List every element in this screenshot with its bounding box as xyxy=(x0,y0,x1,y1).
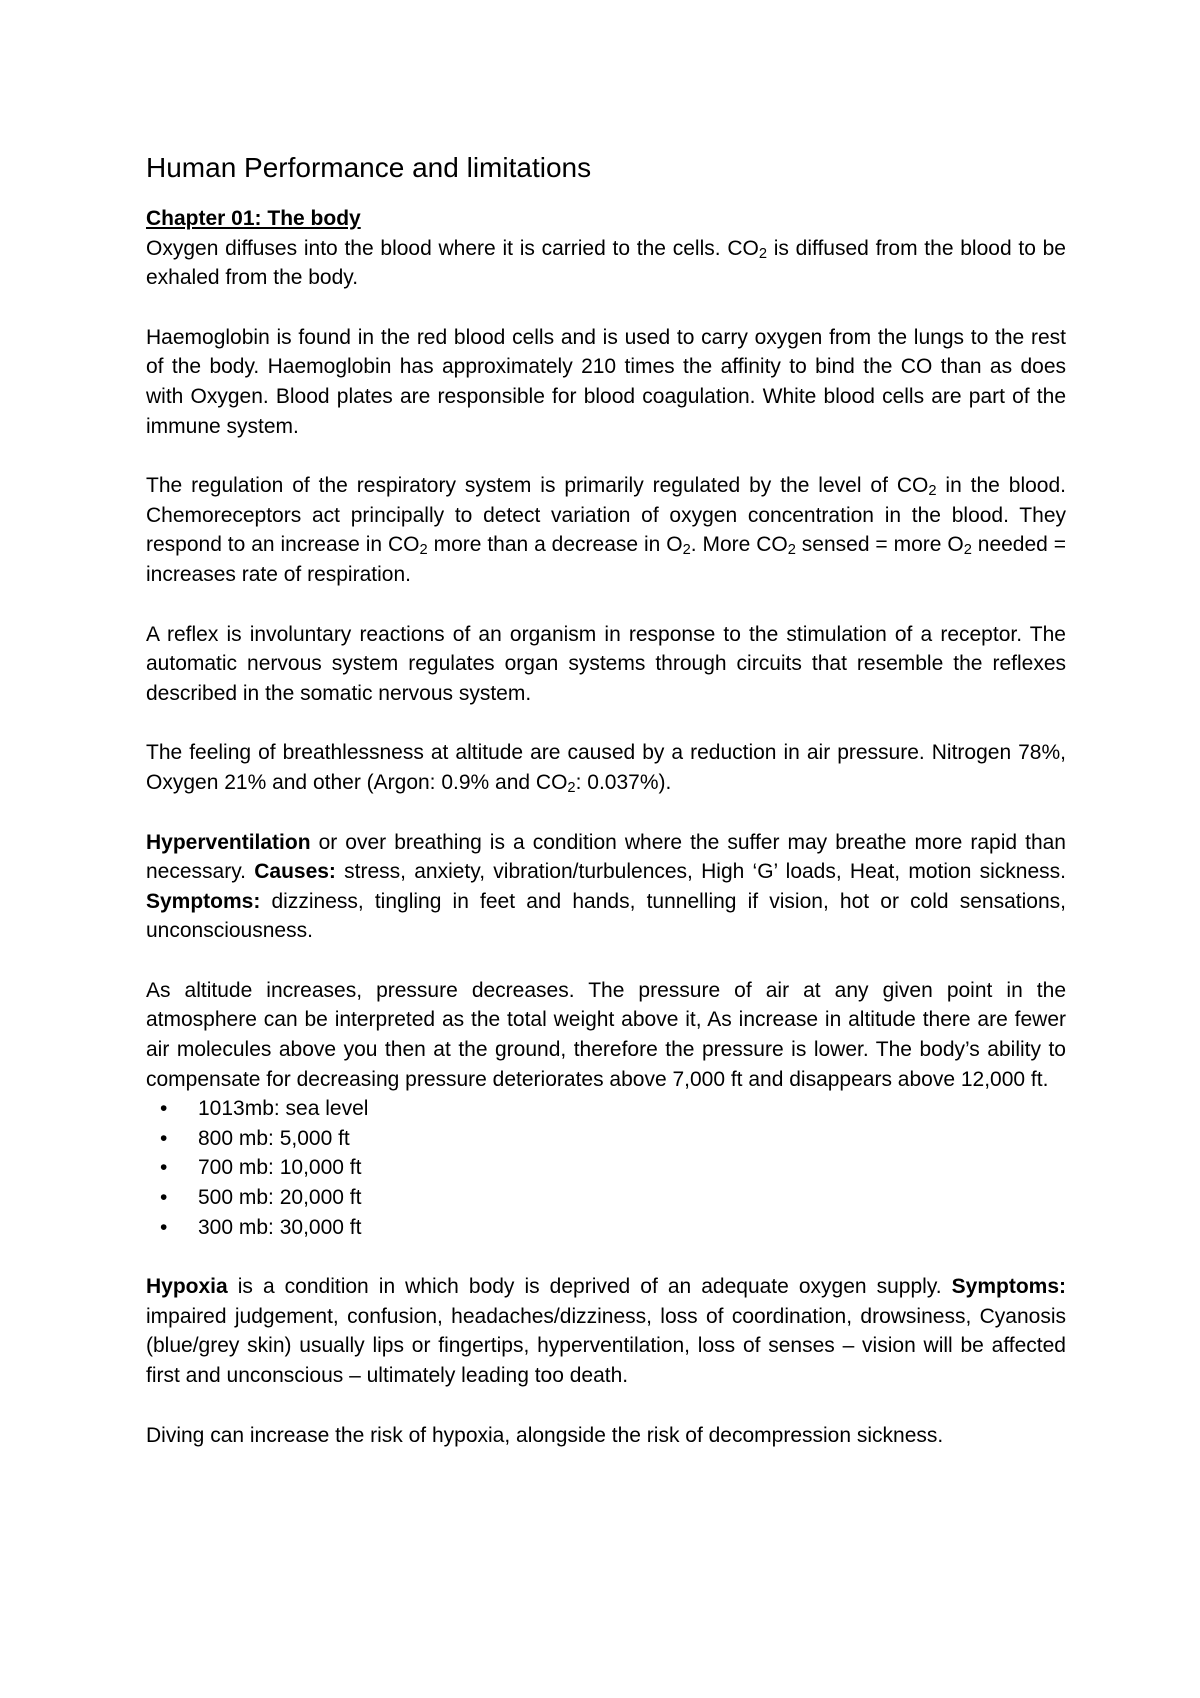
bullet-icon: • xyxy=(160,1097,168,1121)
list-item: • 1013mb: sea level xyxy=(198,1094,1066,1124)
bullet-icon: • xyxy=(160,1156,168,1180)
symptoms-label: Symptoms: xyxy=(146,889,261,913)
document-page xyxy=(146,150,1066,1480)
bullet-icon: • xyxy=(160,1126,168,1150)
document-title: Human Performance and limitations xyxy=(146,152,592,183)
paragraph-respiratory-regulation: The regulation of the respiratory system is primarily regulated by the level of $CO_2$ in the blood. Chemoreceptors act principally to detect variation of oxygen concentration in the blood. They respond to an increase in $CO_2$ more than a decrease in $O_2$. More $CO_2$ sensed = more $O_2$ needed = increases rate of respiration. xyxy=(146,474,1067,586)
paragraph-diving: Diving can increase the risk of hypoxia, alongside the risk of decompression sickness. xyxy=(146,1423,944,1447)
bullet-icon: • xyxy=(160,1215,168,1239)
symptoms-label: Symptoms: xyxy=(951,1275,1066,1299)
paragraph-altitude-pressure: As altitude increases, pressure decreases. The pressure of air at any given point in the atmosphere can be interpreted as the total weight above it, As increase in altitude there are fewer air molecules above you then at the ground, therefore the pressure is lower. The body’s ability to compensate for decreasing pressure deteriorates above 7,000 ft and disappears above 12,000 ft. xyxy=(146,978,1066,1091)
bullet-icon: • xyxy=(160,1186,168,1210)
paragraph-reflex: A reflex is involuntary reactions of an organism in response to the stimulation of a receptor. The automatic nervous system regulates organ systems through circuits that resemble the reflexes described in the somatic nervous system. xyxy=(146,622,1066,705)
paragraph-haemoglobin: Haemoglobin is found in the red blood cells and is used to carry oxygen from the lungs to the rest of the body. Haemoglobin has approximately 210 times the affinity to bind the CO than as does with Oxygen. Blood plates are responsible for blood coagulation. White blood cells are part of the immune system. xyxy=(146,325,1066,438)
term-hypoxia: Hypoxia xyxy=(146,1275,228,1299)
pressure-levels-list xyxy=(146,1094,1066,1242)
term-hyperventilation: Hyperventilation xyxy=(146,830,311,854)
paragraph-breathlessness: The feeling of breathlessness at altitude are caused by a reduction in air pressure. Nitrogen 78%, Oxygen 21% and other (Argon: 0.9% and $CO_2$: 0.037%). xyxy=(146,741,1066,796)
paragraph-hyperventilation: Hyperventilation or over breathing is a condition where the suffer may breathe more rapid than necessary. Causes: stress, anxiety, vibration/turbulences, High ‘G’ loads, Heat, motion sickness. Symptoms: dizziness, tingling in feet and hands, tunnelling if vision, hot or cold sensations, unconsciousness. xyxy=(146,830,1066,943)
list-item: • 500 mb: 20,000 ft xyxy=(198,1183,1066,1213)
paragraph-hypoxia: Hypoxia is a condition in which body is deprived of an adequate oxygen supply. Symptoms: impaired judgement, confusion, headaches/dizziness, loss of coordination, drowsiness, Cyanosis (blue/grey skin) usually lips or fingertips, hyperventilation, loss of senses – vision will be affected first and unconscious – ultimately leading too death. xyxy=(146,1275,1066,1387)
chapter-heading: Chapter 01: The body xyxy=(146,207,361,230)
list-item: • 700 mb: 10,000 ft xyxy=(198,1153,1066,1183)
paragraph-oxygen-diffusion: Oxygen diffuses into the blood where it is carried to the cells. $CO_2$ is diffused from the blood to be exhaled from the body. xyxy=(146,236,1066,290)
causes-label: Causes: xyxy=(254,860,336,884)
list-item: • 300 mb: 30,000 ft xyxy=(198,1213,1066,1243)
list-item: • 800 mb: 5,000 ft xyxy=(198,1124,1066,1154)
